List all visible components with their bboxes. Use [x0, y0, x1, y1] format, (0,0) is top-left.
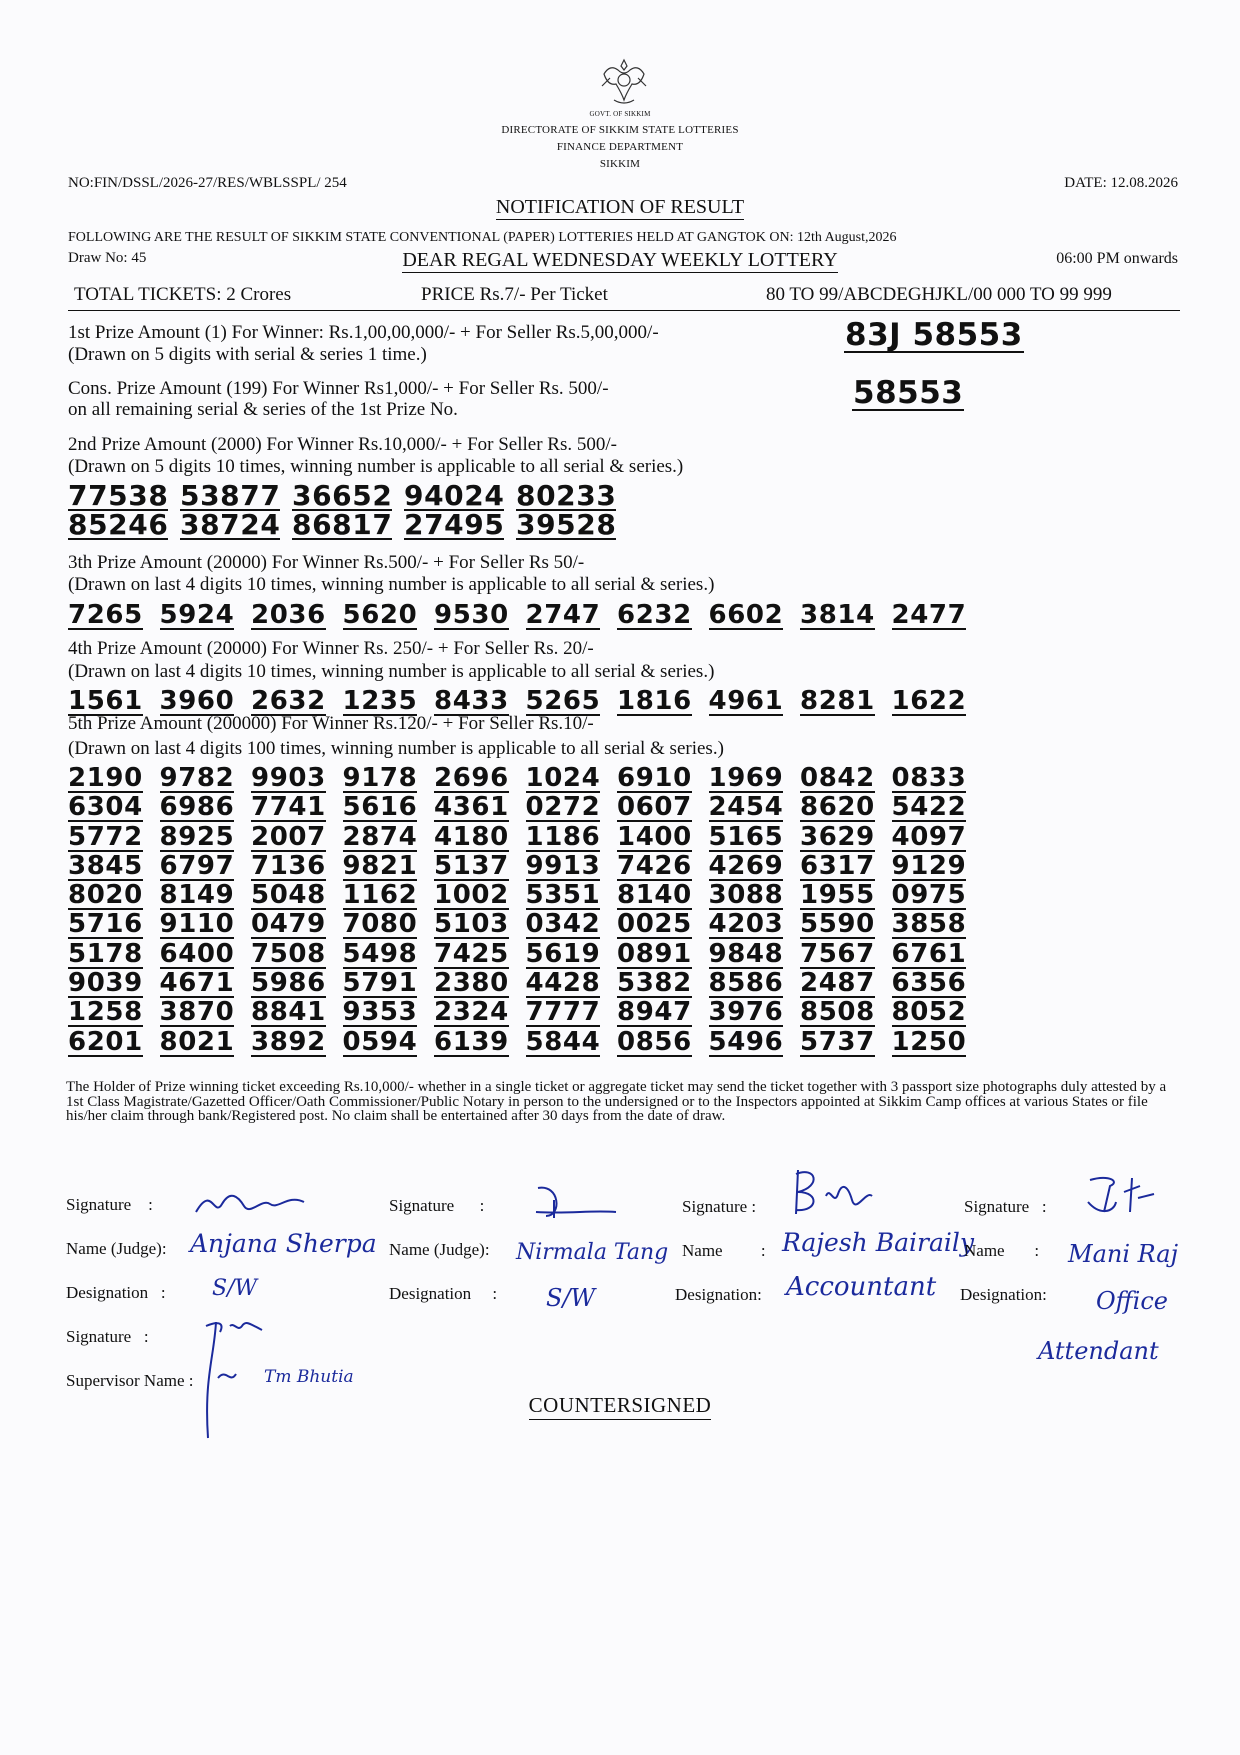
number-row — [68, 479, 628, 512]
winning-number: 9913 — [525, 850, 601, 881]
sig1-signature-mark — [192, 1182, 312, 1222]
number-row — [68, 909, 983, 938]
winning-number: 6201 — [68, 1026, 143, 1057]
winning-number: 8021 — [159, 1026, 235, 1057]
winning-number: 1816 — [617, 686, 692, 716]
winning-number: 5351 — [525, 880, 601, 911]
fourth-prize-note: (Drawn on last 4 digits 10 times, winning number is applicable to all serial & series.) — [68, 661, 715, 682]
sig1-designation-label: Designation : — [66, 1283, 166, 1302]
sig3-designation-label: Designation: — [675, 1285, 762, 1304]
number-row — [68, 686, 983, 715]
third-prize-numbers — [68, 600, 983, 629]
winning-number: 7741 — [251, 792, 326, 823]
number-row — [68, 880, 983, 909]
winning-number: 9129 — [891, 850, 967, 881]
fifth-prize-heading: 5th Prize Amount (200000) For Winner Rs.120/- + For Seller Rs.10/- — [68, 713, 594, 734]
state-name: SIKKIM — [599, 158, 641, 170]
sig1-signature-label: Signature : — [66, 1195, 153, 1214]
number-row — [68, 851, 983, 880]
winning-number: 80233 — [516, 479, 617, 512]
winning-number: 4180 — [434, 821, 509, 852]
winning-number: 0891 — [617, 938, 692, 969]
winning-number: 3845 — [68, 850, 143, 881]
winning-number: 1561 — [68, 686, 143, 716]
draw-time: 06:00 PM onwards — [1056, 250, 1178, 267]
sig2-signature-mark — [530, 1180, 620, 1224]
winning-number: 9821 — [342, 850, 418, 881]
winning-number: 0975 — [891, 880, 967, 911]
winning-number: 2380 — [434, 968, 509, 999]
sig4-designation-hand-cont: Attendant — [1038, 1337, 1159, 1365]
second-prize-heading: 2nd Prize Amount (2000) For Winner Rs.10,000/- + For Seller Rs. 500/- — [68, 434, 617, 455]
winning-number: 5772 — [68, 821, 143, 852]
winning-number: 1235 — [342, 686, 418, 716]
first-prize-note: (Drawn on 5 digits with serial & series 1 time.) — [68, 344, 427, 365]
winning-number: 5265 — [525, 686, 601, 716]
cons-prize-note: on all remaining serial & series of the 1st Prize No. — [68, 399, 458, 420]
winning-number: 6761 — [891, 938, 967, 969]
second-prize-numbers — [68, 479, 628, 542]
winning-number: 8052 — [891, 997, 967, 1028]
winning-number: 5048 — [251, 880, 326, 911]
winning-number: 9782 — [159, 763, 235, 793]
sig2-name-hand: Nirmala Tang — [516, 1240, 669, 1265]
winning-number: 0025 — [617, 909, 692, 940]
winning-number: 53877 — [180, 479, 281, 512]
winning-number: 3870 — [159, 997, 235, 1028]
winning-number: 3858 — [891, 909, 967, 940]
winning-number: 0842 — [800, 763, 875, 793]
winning-number: 3960 — [159, 686, 235, 716]
winning-number: 1400 — [617, 821, 692, 852]
winning-number: 4428 — [525, 968, 601, 999]
winning-number: 1250 — [891, 1026, 967, 1057]
sig2-name-label: Name (Judge): — [389, 1240, 490, 1259]
winning-number: 6304 — [68, 792, 143, 823]
sig1-name-label: Name (Judge): — [66, 1239, 167, 1258]
fifth-prize-note: (Drawn on last 4 digits 100 times, winning number is applicable to all serial & series.) — [68, 738, 724, 759]
winning-number: 27495 — [404, 508, 505, 542]
sig3-signature-label: Signature : — [682, 1197, 757, 1216]
winning-number: 9039 — [68, 968, 143, 999]
winning-number: 5382 — [617, 968, 692, 999]
total-tickets: TOTAL TICKETS: 2 Crores — [74, 284, 292, 305]
winning-number: 38724 — [180, 508, 281, 542]
winning-number: 5137 — [434, 850, 509, 881]
emblem-caption: GOVT. OF SIKKIM — [589, 110, 651, 118]
winning-number: 77538 — [68, 479, 169, 512]
page-title: NOTIFICATION OF RESULT — [495, 196, 745, 218]
winning-number: 1162 — [342, 880, 418, 911]
winning-number: 2747 — [525, 600, 601, 630]
winning-number: 39528 — [516, 508, 617, 542]
winning-number: 9848 — [708, 938, 784, 969]
third-prize-heading: 3th Prize Amount (20000) For Winner Rs.500/- + For Seller Rs 50/- — [68, 552, 585, 573]
winning-number: 6232 — [617, 600, 692, 630]
winning-number: 7265 — [68, 600, 143, 630]
winning-number: 5986 — [251, 968, 326, 999]
winning-number: 3814 — [800, 600, 875, 630]
number-row — [68, 822, 983, 851]
winning-number: 1258 — [68, 997, 143, 1028]
number-row — [68, 763, 983, 792]
winning-number: 3892 — [251, 1026, 326, 1057]
winning-number: 0607 — [617, 792, 692, 823]
winning-number: 7425 — [434, 938, 509, 969]
sig3-name-label: Name : — [682, 1241, 766, 1260]
winning-number: 0856 — [617, 1026, 692, 1057]
fifth-prize-numbers — [68, 763, 983, 1056]
winning-number: 3976 — [708, 997, 784, 1028]
winning-number: 6400 — [159, 938, 235, 969]
winning-number: 8140 — [617, 880, 692, 911]
winning-number: 1969 — [708, 763, 784, 793]
number-row — [68, 997, 983, 1026]
winning-number: 5924 — [159, 600, 235, 630]
sig1-designation-hand: S/W — [212, 1276, 258, 1301]
sig1-name-hand: Anjana Sherpa — [190, 1229, 377, 1258]
winning-number: 4361 — [434, 792, 509, 823]
winning-number: 5619 — [525, 938, 601, 969]
winning-number: 8925 — [159, 821, 235, 852]
winning-number: 8149 — [159, 880, 235, 911]
winning-number: 0342 — [525, 909, 601, 940]
winning-number: 0272 — [525, 792, 601, 823]
first-prize-heading: 1st Prize Amount (1) For Winner: Rs.1,00,00,000/- + For Seller Rs.5,00,000/- — [68, 322, 659, 343]
winning-number: 8620 — [800, 792, 875, 823]
winning-number: 4097 — [891, 821, 967, 852]
winning-number: 5496 — [708, 1026, 784, 1057]
result-statement: FOLLOWING ARE THE RESULT OF SIKKIM STATE CONVENTIONAL (PAPER) LOTTERIES HELD AT GANGTOK ON: 12th August,2026 — [68, 230, 897, 245]
sig4-designation-hand: Office — [1096, 1287, 1168, 1315]
sikkim-emblem-icon — [596, 56, 652, 108]
winning-number: 8841 — [251, 997, 326, 1028]
sig2-designation-label: Designation : — [389, 1284, 498, 1303]
winning-number: 5103 — [434, 909, 509, 940]
winning-number: 0479 — [251, 909, 326, 940]
winning-number: 9178 — [342, 763, 418, 793]
winning-number: 4671 — [159, 968, 235, 999]
sig4-designation-label: Designation: — [960, 1285, 1047, 1304]
winning-number: 5616 — [342, 792, 418, 823]
winning-number: 5716 — [68, 909, 143, 940]
sig3-designation-hand: Accountant — [786, 1272, 937, 1302]
winning-number: 6139 — [434, 1026, 509, 1057]
cons-prize-number: 58553 — [853, 375, 964, 411]
sig4-signature-mark — [1080, 1172, 1170, 1222]
winning-number: 0594 — [342, 1026, 418, 1057]
winning-number: 1955 — [800, 880, 875, 911]
winning-number: 2696 — [434, 763, 509, 793]
first-prize-number: 83J 58553 — [845, 317, 1023, 353]
winning-number: 0833 — [891, 763, 967, 793]
winning-number: 1186 — [525, 821, 601, 852]
winning-number: 2036 — [251, 600, 326, 630]
winning-number: 9530 — [434, 600, 509, 630]
winning-number: 2874 — [342, 821, 418, 852]
sig2-signature-label: Signature : — [389, 1196, 485, 1215]
reference-number: NO:FIN/DSSL/2026-27/RES/WBLSSPL/ 254 — [68, 175, 347, 191]
winning-number: 5178 — [68, 938, 143, 969]
winning-number: 6986 — [159, 792, 235, 823]
winning-number: 5165 — [708, 821, 784, 852]
directorate-name: DIRECTORATE OF SIKKIM STATE LOTTERIES — [501, 124, 739, 136]
number-row — [68, 1027, 983, 1056]
winning-number: 7080 — [342, 909, 418, 940]
winning-number: 2324 — [434, 997, 509, 1028]
winning-number: 4269 — [708, 850, 784, 881]
document-date: DATE: 12.08.2026 — [1064, 175, 1178, 191]
winning-number: 85246 — [68, 508, 169, 542]
second-prize-note: (Drawn on 5 digits 10 times, winning number is applicable to all serial & series.) — [68, 456, 684, 477]
winning-number: 2487 — [800, 968, 875, 999]
winning-number: 7136 — [251, 850, 326, 881]
winning-number: 5620 — [342, 600, 418, 630]
winning-number: 2477 — [891, 600, 967, 630]
winning-number: 8947 — [617, 997, 692, 1028]
winning-number: 36652 — [292, 479, 393, 512]
winning-number: 4203 — [708, 909, 784, 940]
ticket-info-row — [68, 284, 1180, 311]
winning-number: 4961 — [708, 686, 784, 716]
winning-number: 9353 — [342, 997, 418, 1028]
winning-number: 2007 — [251, 821, 326, 852]
winning-number: 8281 — [800, 686, 875, 716]
winning-number: 5422 — [891, 792, 967, 823]
number-row — [68, 939, 983, 968]
ticket-price: PRICE Rs.7/- Per Ticket — [421, 284, 608, 305]
winning-number: 7426 — [617, 850, 692, 881]
cons-prize-heading: Cons. Prize Amount (199) For Winner Rs1,000/- + For Seller Rs. 500/- — [68, 378, 609, 399]
winning-number: 5791 — [342, 968, 418, 999]
winning-number: 8586 — [708, 968, 784, 999]
winning-number: 9110 — [159, 909, 235, 940]
lottery-name: DEAR REGAL WEDNESDAY WEEKLY LOTTERY — [402, 249, 838, 271]
claim-instructions: The Holder of Prize winning ticket exceeding Rs.10,000/- whether in a single ticket or aggregate ticket may send the ticket together with 3 passport size photographs duly attested by a 1st Class Magistrate/Gazetted Officer/Oath Commissioner/Public Notary in person to the undersigned or to the Inspectors appointed at Sikkim Camp offices at various States or file his/her claim through bank/Registered post. No claim shall be entertained after 30 days from the date of draw. — [66, 1079, 1167, 1124]
winning-number: 7567 — [800, 938, 875, 969]
sig4-signature-label: Signature : — [964, 1197, 1047, 1216]
winning-number: 6317 — [800, 850, 875, 881]
number-row — [68, 792, 983, 821]
winning-number: 8433 — [434, 686, 509, 716]
fourth-prize-numbers — [68, 686, 983, 715]
number-row — [68, 600, 983, 629]
sig4-name-hand: Mani Raj — [1068, 1240, 1179, 1268]
sig4-name-label: Name : — [964, 1241, 1040, 1260]
winning-number: 5737 — [800, 1026, 875, 1057]
winning-number: 8020 — [68, 880, 143, 911]
winning-number: 2190 — [68, 763, 143, 793]
number-row — [68, 968, 983, 997]
series-range: 80 TO 99/ABCDEGHJKL/00 000 TO 99 999 — [766, 284, 1112, 305]
sig3-name-hand: Rajesh Bairaily — [782, 1228, 974, 1257]
winning-number: 1002 — [434, 880, 509, 911]
supervisor-name-hand: Tm Bhutia — [264, 1367, 354, 1387]
winning-number: 8508 — [800, 997, 875, 1028]
supervisor-signature-label: Signature : — [66, 1327, 149, 1346]
winning-number: 3088 — [708, 880, 784, 911]
department-name: FINANCE DEPARTMENT — [556, 141, 684, 153]
winning-number: 94024 — [404, 479, 505, 512]
winning-number: 6797 — [159, 850, 235, 881]
winning-number: 7508 — [251, 938, 326, 969]
fourth-prize-heading: 4th Prize Amount (20000) For Winner Rs. 250/- + For Seller Rs. 20/- — [68, 638, 594, 659]
third-prize-note: (Drawn on last 4 digits 10 times, winning number is applicable to all serial & series.) — [68, 574, 715, 595]
winning-number: 2454 — [708, 792, 784, 823]
countersigned-label: COUNTERSIGNED — [0, 1393, 1240, 1418]
winning-number: 86817 — [292, 508, 393, 542]
supervisor-name-label: Supervisor Name : — [66, 1371, 194, 1390]
winning-number: 5498 — [342, 938, 418, 969]
winning-number: 1622 — [891, 686, 967, 716]
sig3-signature-mark — [786, 1166, 876, 1222]
number-row — [68, 508, 628, 542]
winning-number: 7777 — [525, 997, 601, 1028]
winning-number: 6356 — [891, 968, 967, 999]
sig2-designation-hand: S/W — [546, 1284, 596, 1312]
winning-number: 1024 — [525, 763, 601, 793]
winning-number: 5844 — [525, 1026, 601, 1057]
winning-number: 5590 — [800, 909, 875, 940]
winning-number: 6910 — [617, 763, 692, 793]
winning-number: 2632 — [251, 686, 326, 716]
winning-number: 3629 — [800, 821, 875, 852]
winning-number: 6602 — [708, 600, 784, 630]
draw-number: Draw No: 45 — [68, 250, 147, 266]
winning-number: 9903 — [251, 763, 326, 793]
